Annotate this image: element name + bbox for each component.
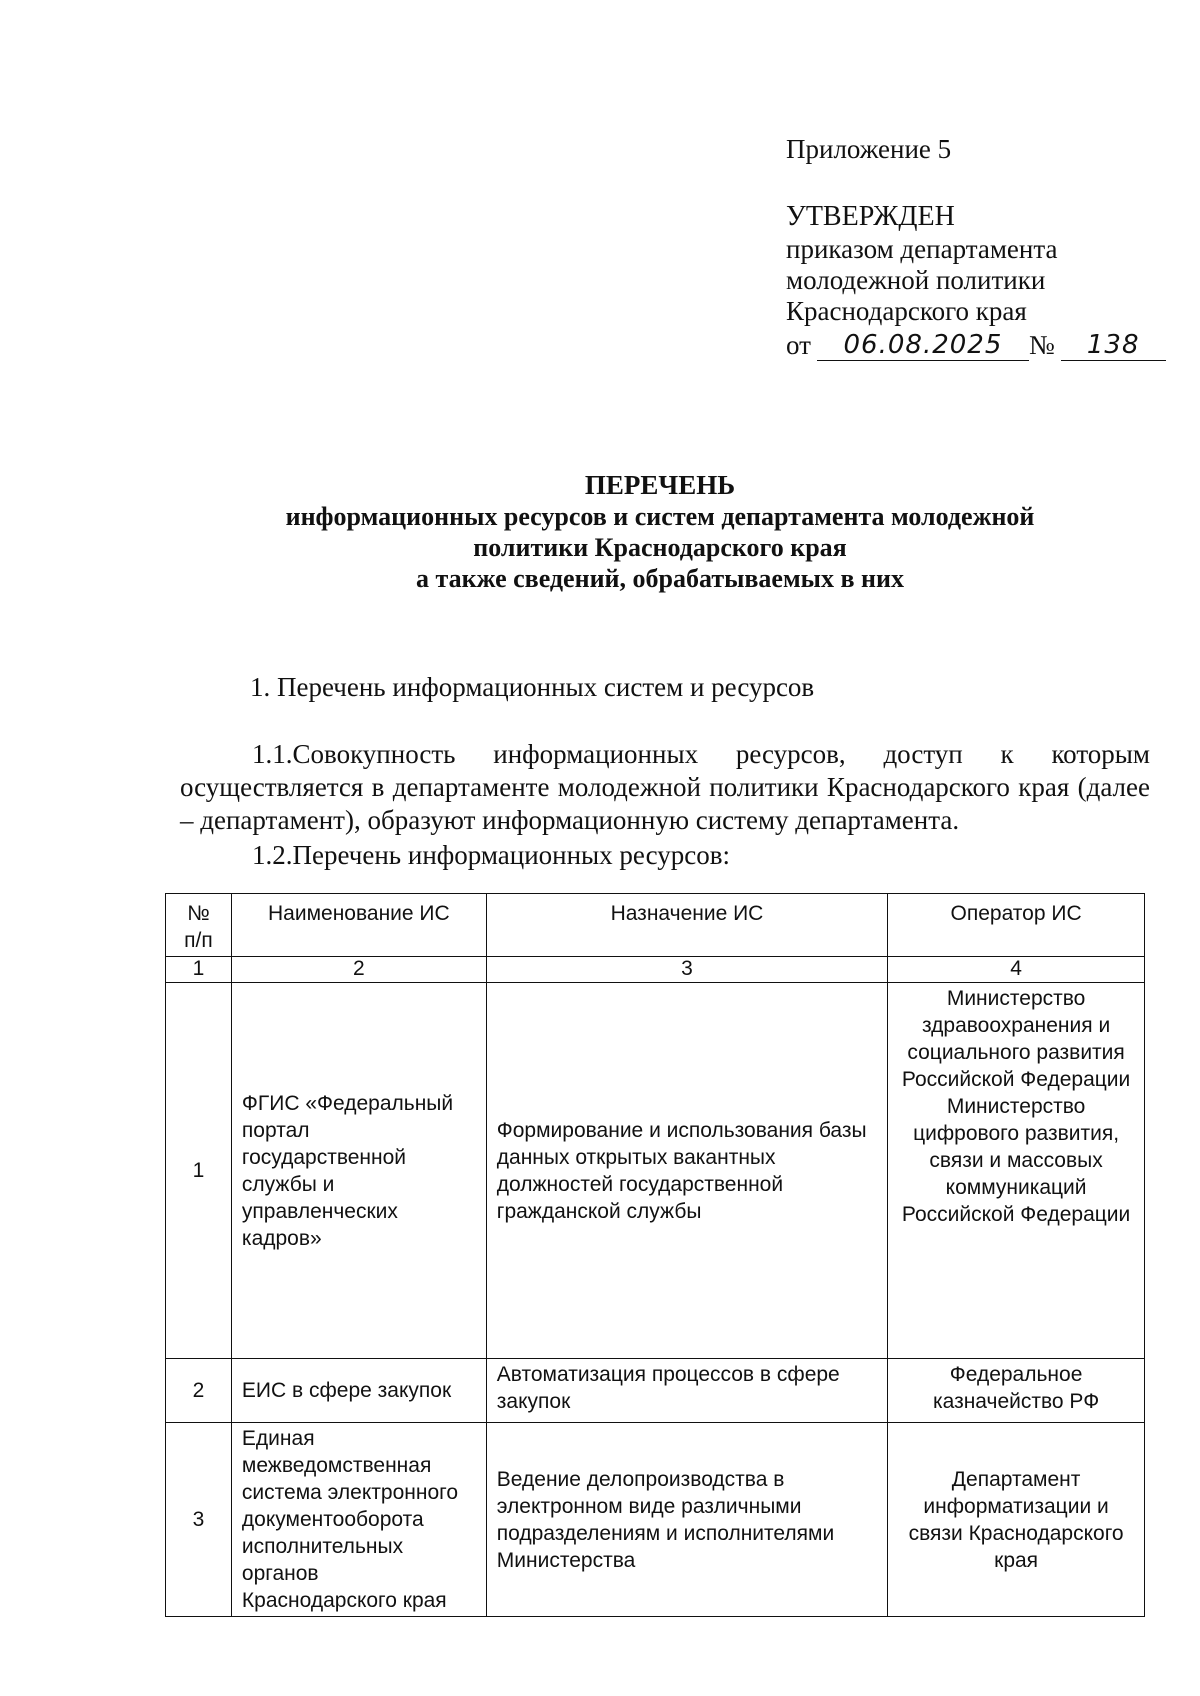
approved-stamp-text: УТВЕРЖДЕН (786, 201, 955, 232)
table-row (166, 983, 1145, 1359)
approval-block (786, 134, 1166, 361)
header-name: Наименование ИС (231, 894, 486, 957)
table-header-row (166, 894, 1145, 957)
title-line-3: а также сведений, обрабатываемых в них (416, 564, 904, 593)
column-number-row (166, 957, 1145, 983)
row-purpose: Формирование и использования базы данных открытых вакантных должностей государственной гражданской службы (486, 983, 887, 1359)
handwritten-number: 138 (1061, 330, 1166, 361)
col-number-4: 4 (888, 957, 1145, 983)
order-line (786, 330, 1166, 361)
approval-line-1: приказом департамента (786, 234, 1058, 264)
row-num: 2 (166, 1359, 232, 1423)
approval-line-3: Краснодарского края (786, 296, 1027, 326)
handwritten-date: 06.08.2025 (817, 330, 1029, 361)
title-line-2: политики Краснодарского края (473, 533, 847, 562)
from-label: от (786, 330, 811, 360)
col-number-2: 2 (231, 957, 486, 983)
table-row (166, 1359, 1145, 1423)
row-name: ФГИС «Федеральный портал государственной службы и управленческих кадров» (231, 983, 486, 1359)
row-name: Единая межведомственная система электронного документооборота исполнительных органов Краснодарского края (231, 1423, 486, 1617)
paragraph-1-1-text: 1.1.Совокупность информационных ресурсов, доступ к которым осуществляется в департаменте молодежной политики Краснодарского края (далее – департамент), образуют информационную систему департамента. (180, 739, 1150, 835)
row-operator: Департамент информатизации и связи Краснодарского края (888, 1423, 1145, 1617)
header-num: № п/п (166, 894, 232, 957)
col-number-3: 3 (486, 957, 887, 983)
col-number-1: 1 (166, 957, 232, 983)
paragraph-1-2: 1.2.Перечень информационных ресурсов: (252, 840, 730, 870)
section-heading: 1. Перечень информационных систем и ресурсов (250, 672, 815, 702)
header-purpose: Назначение ИС (486, 894, 887, 957)
title-line-1: информационных ресурсов и систем департамента молодежной (285, 502, 1035, 531)
row-num: 3 (166, 1423, 232, 1617)
number-label: № (1028, 330, 1055, 360)
row-num: 1 (166, 983, 232, 1359)
appendix-label: Приложение 5 (786, 134, 952, 164)
paragraph-1-1 (180, 738, 1150, 837)
document-title (230, 470, 1090, 594)
table-row (166, 1423, 1145, 1617)
row-purpose: Автоматизация процессов в сфере закупок (486, 1359, 887, 1423)
row-operator: Министерство здравоохранения и социального развития Российской Федерации Министерство цифрового развития, связи и массовых коммуникаций Российской Федерации (888, 983, 1145, 1359)
approval-line-2: молодежной политики (786, 265, 1046, 295)
resources-table (165, 893, 1145, 1617)
row-purpose: Ведение делопроизводства в электронном виде различными подразделениям и исполнителями Министерства (486, 1423, 887, 1617)
row-name: ЕИС в сфере закупок (231, 1359, 486, 1423)
row-operator: Федеральное казначейство РФ (888, 1359, 1145, 1423)
header-operator: Оператор ИС (888, 894, 1145, 957)
title-main: ПЕРЕЧЕНЬ (584, 470, 736, 500)
